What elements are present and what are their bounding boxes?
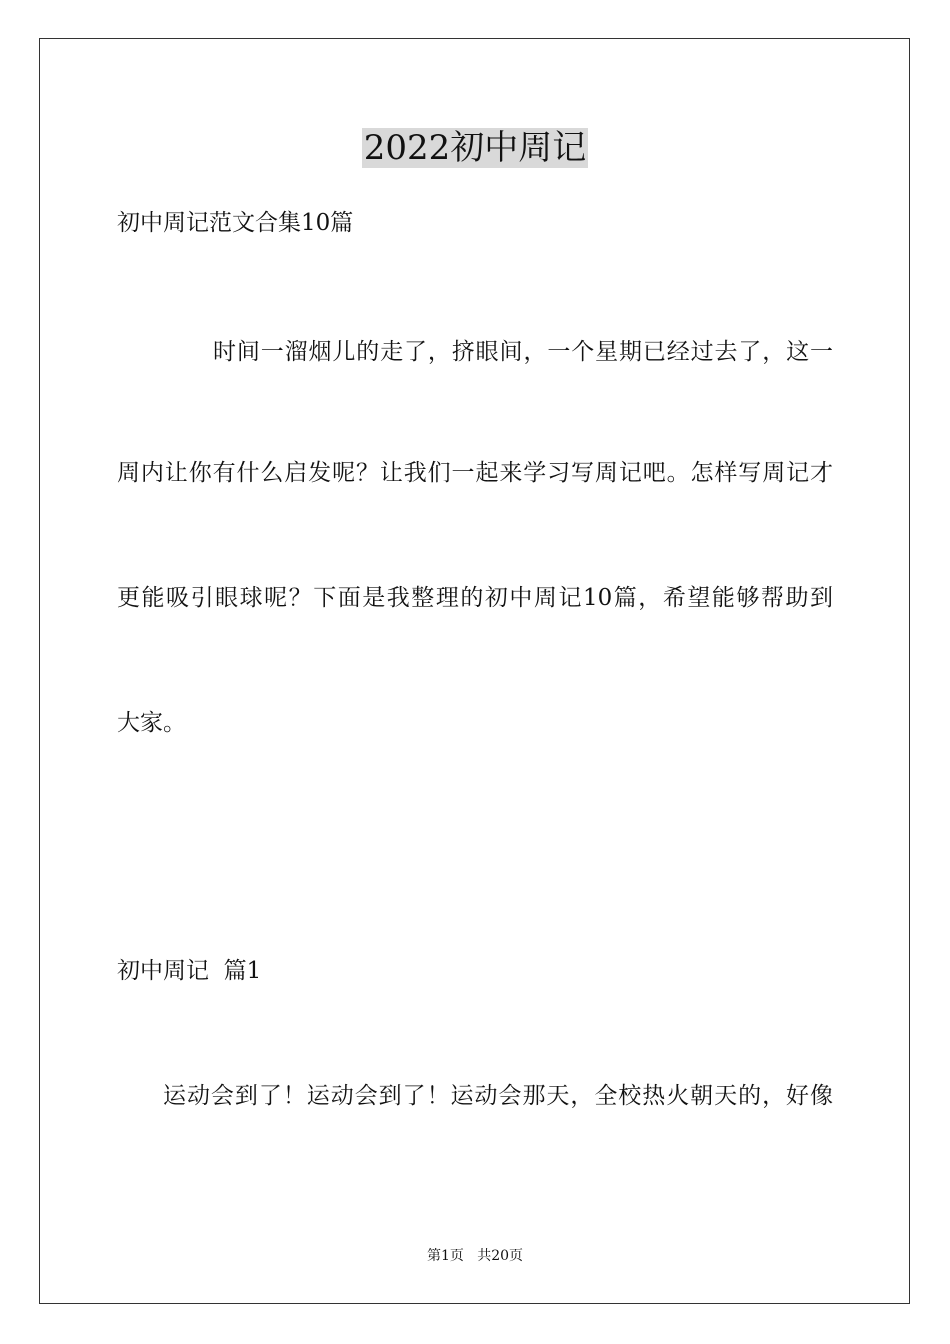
intro-line-2: 周内让你有什么启发呢？让我们一起来学习写周记吧。怎样写周记才	[117, 460, 833, 486]
section-heading: 初中周记 篇1	[117, 958, 262, 984]
intro-line-1: 时间一溜烟儿的走了，挤眼间，一个星期已经过去了，这一	[213, 339, 833, 365]
intro-line-3: 更能吸引眼球呢？下面是我整理的初中周记10篇，希望能够帮助到	[117, 585, 833, 611]
section-line-1: 运动会到了！运动会到了！运动会那天，全校热火朝天的，好像	[163, 1083, 833, 1109]
document-title	[0, 128, 950, 168]
document-title-text: 2022初中周记	[363, 128, 587, 168]
page-footer: 第1页 共20页	[426, 1248, 524, 1264]
intro-line-4: 大家。	[117, 710, 186, 736]
document-subtitle: 初中周记范文合集10篇	[117, 210, 354, 236]
